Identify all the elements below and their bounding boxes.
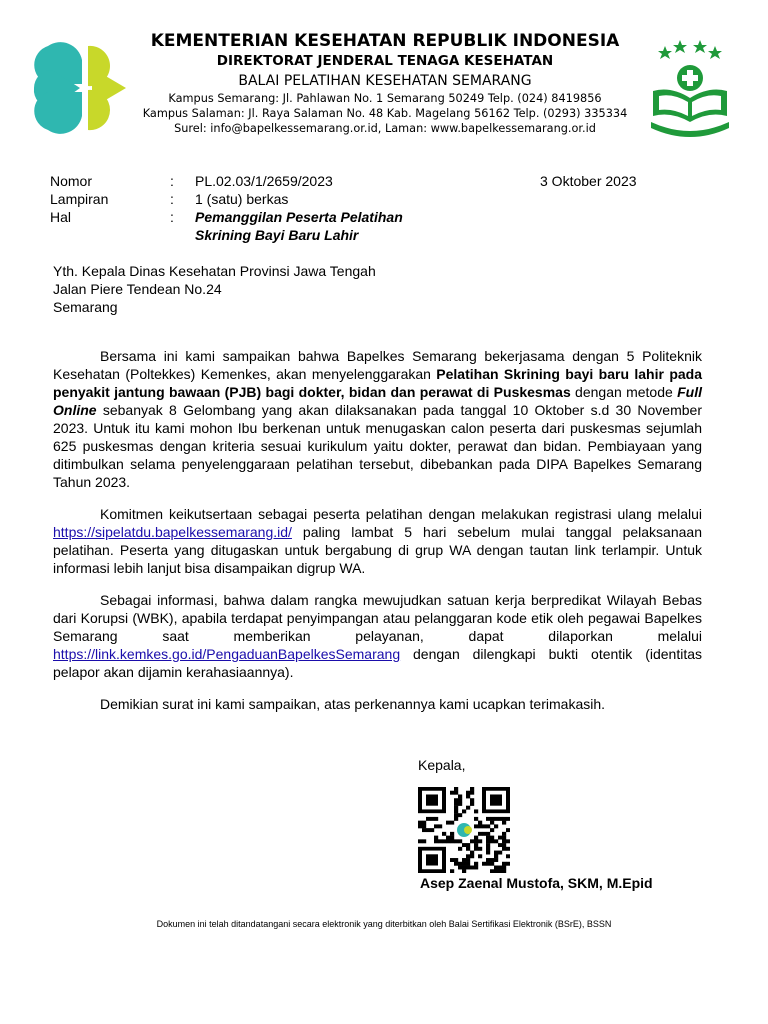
complaint-link[interactable]: https://link.kemkes.go.id/PengaduanBapelkesSemarang <box>53 646 401 662</box>
nomor-label: Nomor <box>50 173 93 189</box>
hal-value-2: Skrining Bayi Baru Lahir <box>195 227 359 243</box>
directorate-title: DIREKTORAT JENDERAL TENAGA KESEHATAN <box>216 53 554 69</box>
paragraph <box>53 347 702 491</box>
paragraph: Demikian surat ini kami sampaikan, atas perkenannya kami ucapkan terimakasih. <box>100 696 606 712</box>
text: dengan dilengkapi bukti otentik (identitas pelapor akan dijamin kerahasiaannya). <box>53 646 702 680</box>
address-salaman: Kampus Salaman: Jl. Raya Salaman No. 48 Kab. Magelang 56162 Telp. (0293) 335334 <box>142 107 628 120</box>
signature-role: Kepala, <box>418 757 466 773</box>
lampiran-label: Lampiran <box>50 191 109 207</box>
text: paling lambat 5 hari sebelum mulai tanggal pelaksanaan pelatihan. Peserta yang ditugaskan untuk bergabung di grup WA dengan tautan link terlampir. Untuk informasi lebih lanjut bisa disampaikan digrup WA. <box>53 524 702 576</box>
ministry-title: KEMENTERIAN KESEHATAN REPUBLIK INDONESIA <box>150 31 620 51</box>
hal-label: Hal <box>50 209 72 225</box>
hal-value-1: Pemanggilan Peserta Pelatihan <box>195 209 403 225</box>
text: sebanyak 8 Gelombang yang akan dilaksanakan pada tanggal 10 Oktober s.d 30 November 2023. Untuk itu kami mohon Ibu berkenan untuk menugaskan calon peserta dari puskesmas sejumlah 625 puskesmas dengan kriteria sesuai kurikulum yaitu dokter, perawat dan bidan. Pembiayaan yang ditimbulkan selama penyelenggaraan pelatihan tersebut, dibebankan pada DIPA Bapelkes Semarang Tahun 2023. <box>53 402 702 490</box>
kemenkes-logo-icon <box>30 38 130 138</box>
text: Bersama ini kami sampaikan bahwa Bapelkes Semarang bekerjasama dengan 5 Politeknik Kesehatan (Poltekkes) Kemenkes, akan menyelenggarakan <box>53 348 702 382</box>
bold-text: Pelatihan Skrining bayi baru lahir pada penyakit jantung bawaan (PJB) bagi dokter, bidan dan perawat di Puskesmas <box>53 366 702 400</box>
letterhead <box>0 0 768 160</box>
nomor-value: PL.02.03/1/2659/2023 <box>195 173 333 189</box>
text: Komitmen keikutsertaan sebagai peserta pelatihan dengan melakukan registrasi ulang melalui <box>100 506 702 522</box>
colon: : <box>170 209 174 225</box>
footer-note: Dokumen ini telah ditandatangani secara elektronik yang diterbitkan oleh Balai Sertifikasi Elektronik (BSrE), BSSN <box>156 919 612 929</box>
recipient-line: Jalan Piere Tendean No.24 <box>53 281 222 297</box>
lampiran-value: 1 (satu) berkas <box>195 191 289 207</box>
recipient-line: Semarang <box>53 299 118 315</box>
address-semarang: Kampus Semarang: Jl. Pahlawan No. 1 Semarang 50249 Telp. (024) 8419856 <box>168 92 602 105</box>
signer-name: Asep Zaenal Mustofa, SKM, M.Epid <box>420 875 653 891</box>
institution-title: BALAI PELATIHAN KESEHATAN SEMARANG <box>238 73 532 89</box>
paragraph <box>53 505 702 577</box>
colon: : <box>170 191 174 207</box>
letter-date: 3 Oktober 2023 <box>540 173 637 189</box>
paragraph <box>53 591 702 681</box>
text: dengan metode <box>570 384 678 400</box>
letter-meta <box>50 172 495 244</box>
contact-info: Surel: info@bapelkessemarang.or.id, Laman: www.bapelkessemarang.or.id <box>174 122 596 135</box>
registration-link[interactable]: https://sipelatdu.bapelkessemarang.id/ <box>53 524 292 540</box>
text: Sebagai informasi, bahwa dalam rangka mewujudkan satuan kerja berpredikat Wilayah Bebas dari Korupsi (WBK), apabila terdapat penyimpangan atau pelanggaran kode etik oleh pegawai Bapelkes Semarang saat memberikan pelayanan, dapat dilaporkan melalui <box>53 592 702 644</box>
letter-body <box>53 347 702 727</box>
recipient-line: Yth. Kepala Dinas Kesehatan Provinsi Jawa Tengah <box>53 263 376 279</box>
colon: : <box>170 173 174 189</box>
bold-italic-text: Full Online <box>53 384 702 418</box>
recipient-address <box>53 262 376 316</box>
qr-code-icon <box>418 787 510 873</box>
bapelkes-logo-icon <box>645 36 735 146</box>
